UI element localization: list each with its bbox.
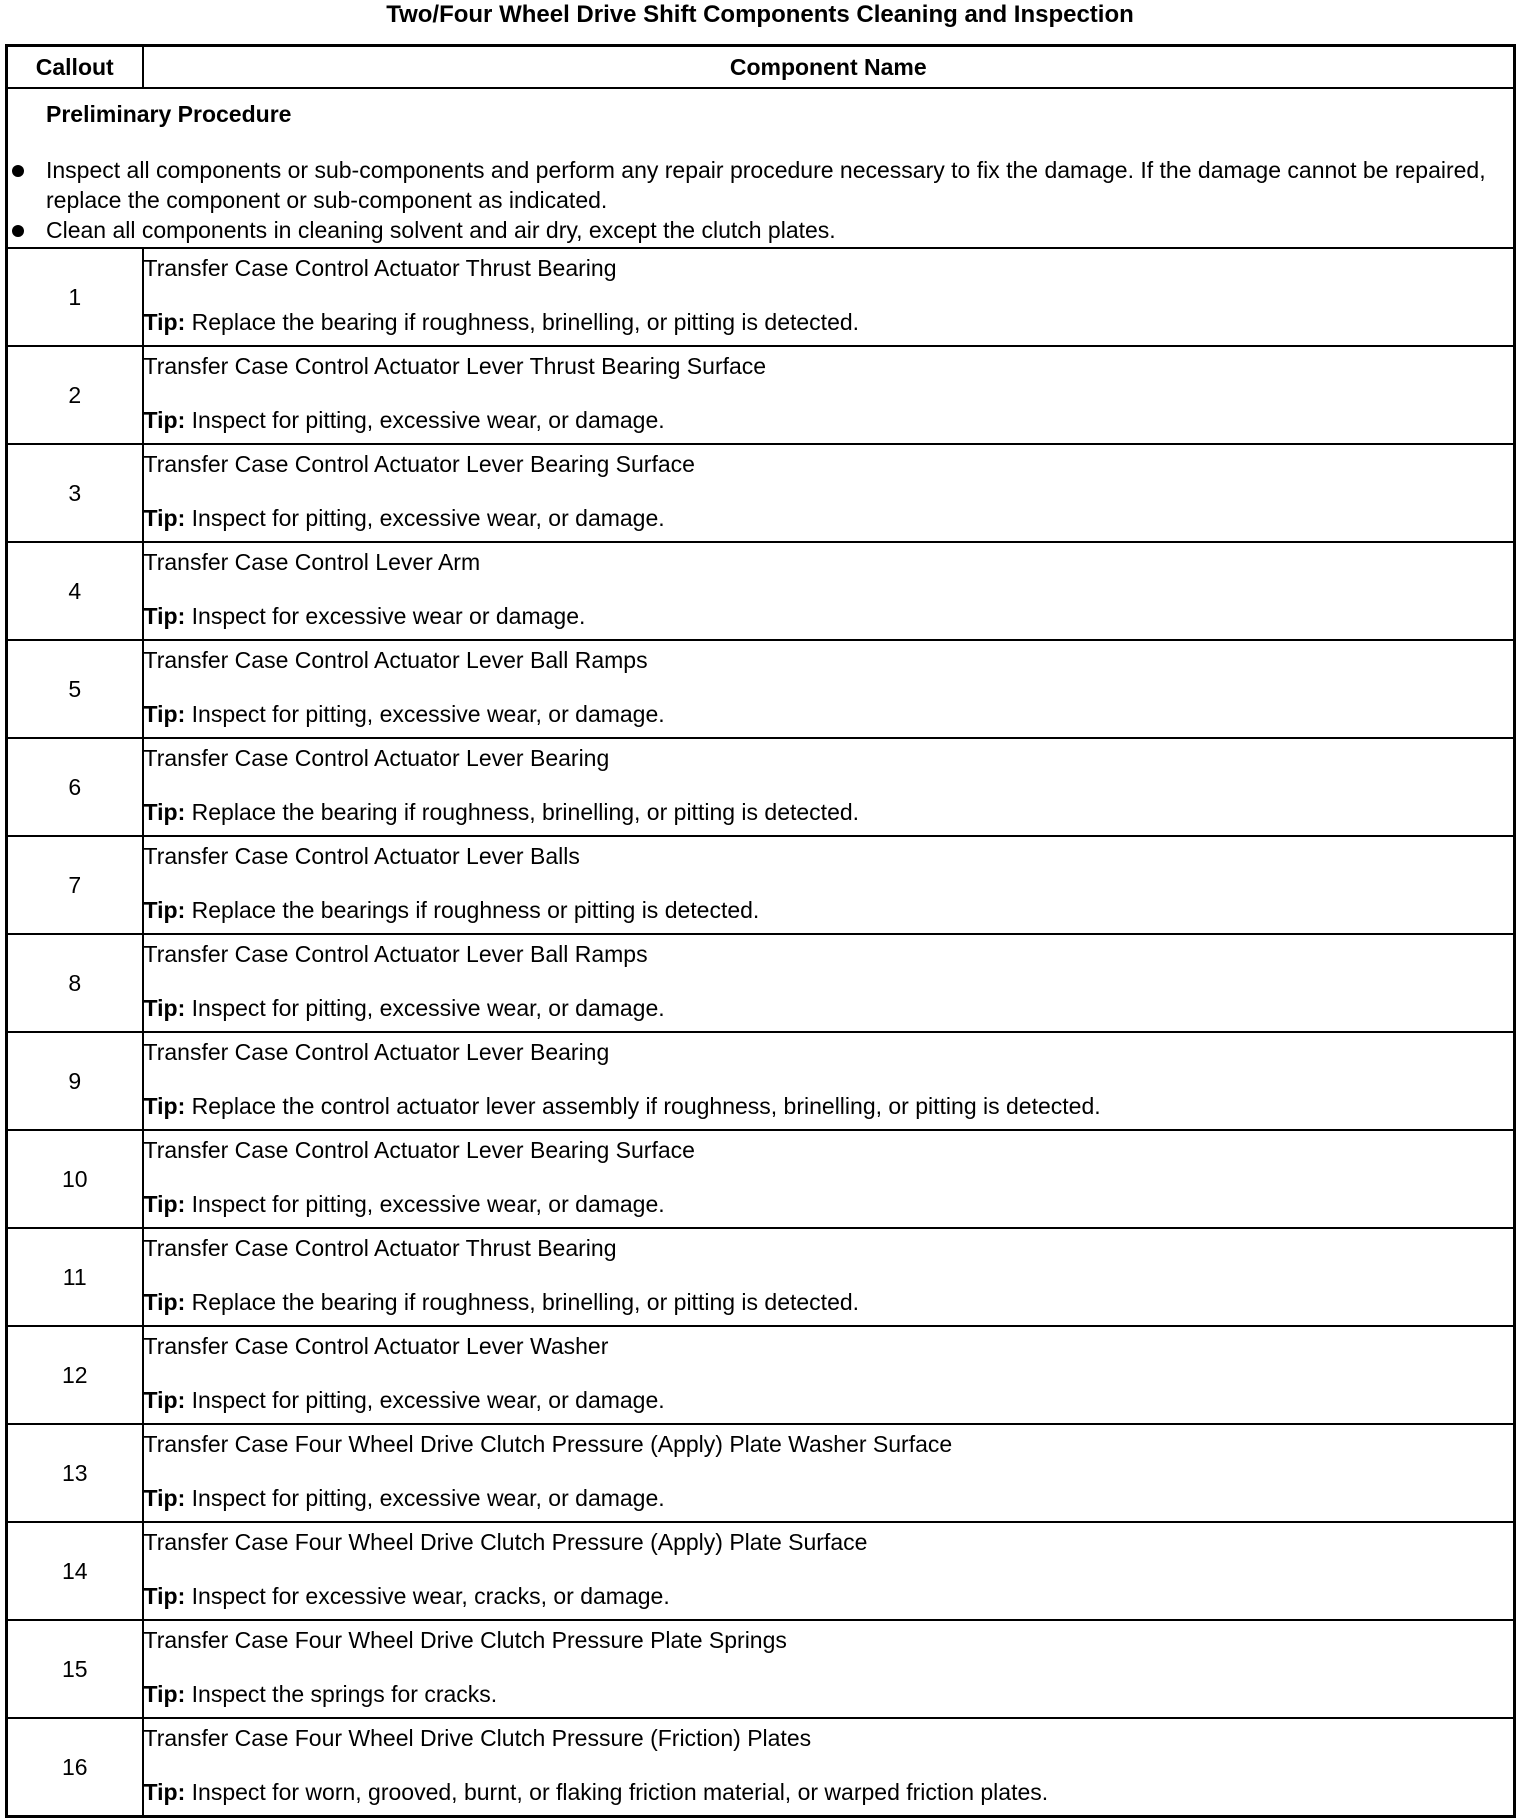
- tip-colon: :: [177, 1289, 192, 1315]
- tip-label: Tip: [143, 897, 178, 923]
- preliminary-procedure-list: [8, 155, 1513, 245]
- tip-text: Replace the bearing if roughness, brinelling, or pitting is detected.: [191, 799, 860, 825]
- table-row: [7, 1130, 1515, 1228]
- tip-colon: :: [177, 1191, 192, 1217]
- tip-colon: :: [177, 1093, 192, 1119]
- tip-label: Tip: [143, 1093, 178, 1119]
- component-name: Transfer Case Control Lever Arm: [143, 549, 481, 575]
- tip-label: Tip: [143, 701, 178, 727]
- component-cell: [143, 1718, 1515, 1817]
- bullet-icon: [12, 165, 24, 177]
- tip-line: [144, 1385, 1514, 1415]
- tip-text: Inspect for pitting, excessive wear, or damage.: [191, 407, 665, 433]
- document-title: Two/Four Wheel Drive Shift Components Cleaning and Inspection: [386, 1, 1134, 28]
- table-row: [7, 1326, 1515, 1424]
- component-cell: [143, 346, 1515, 444]
- component-name: Transfer Case Four Wheel Drive Clutch Pressure Plate Springs: [143, 1627, 787, 1653]
- tip-colon: :: [177, 701, 192, 727]
- tip-line: [144, 601, 1514, 631]
- callout-number: 10: [7, 1130, 143, 1228]
- tip-colon: :: [177, 603, 192, 629]
- preliminary-item-text: Inspect all components or sub-components and perform any repair procedure necessary to fix the damage. If the damage cannot be repaired, replace the component or sub-component as indicated.: [46, 157, 1486, 213]
- callout-number: 7: [7, 836, 143, 934]
- component-name: Transfer Case Control Actuator Lever Balls: [143, 843, 580, 869]
- tip-colon: :: [177, 407, 192, 433]
- tip-line: [144, 503, 1514, 533]
- tip-label: Tip: [143, 407, 178, 433]
- table-row: [7, 1620, 1515, 1718]
- callout-number: 12: [7, 1326, 143, 1424]
- component-cell: [143, 640, 1515, 738]
- component-cell: [143, 934, 1515, 1032]
- tip-line: [144, 797, 1514, 827]
- callout-number: 6: [7, 738, 143, 836]
- component-name: Transfer Case Control Actuator Lever Bearing: [143, 745, 610, 771]
- tip-text: Replace the control actuator lever assembly if roughness, brinelling, or pitting is detected.: [191, 1093, 1101, 1119]
- tip-text: Inspect for pitting, excessive wear, or damage.: [191, 995, 665, 1021]
- component-cell: [143, 1620, 1515, 1718]
- callout-number: 14: [7, 1522, 143, 1620]
- component-name: Transfer Case Control Actuator Lever Thrust Bearing Surface: [143, 353, 767, 379]
- tip-text: Inspect for pitting, excessive wear, or damage.: [191, 1387, 665, 1413]
- tip-text: Inspect the springs for cracks.: [191, 1681, 498, 1707]
- tip-colon: :: [177, 1681, 192, 1707]
- component-cell: [143, 1424, 1515, 1522]
- callout-number: 15: [7, 1620, 143, 1718]
- tip-colon: :: [177, 309, 192, 335]
- component-name: Transfer Case Control Actuator Thrust Bearing: [143, 1235, 617, 1261]
- table-row: [7, 1228, 1515, 1326]
- component-cell: [143, 738, 1515, 836]
- tip-line: [144, 1581, 1514, 1611]
- component-name: Transfer Case Control Actuator Lever Bearing Surface: [143, 451, 695, 477]
- table-row: [7, 444, 1515, 542]
- table-row: [7, 640, 1515, 738]
- tip-text: Inspect for excessive wear or damage.: [191, 603, 586, 629]
- component-name-column-header: Component Name: [143, 46, 1515, 89]
- component-name: Transfer Case Control Actuator Lever Ball Ramps: [143, 941, 648, 967]
- component-cell: [143, 1522, 1515, 1620]
- tip-colon: :: [177, 1583, 192, 1609]
- callout-number: 5: [7, 640, 143, 738]
- tip-text: Inspect for pitting, excessive wear, or damage.: [191, 1191, 665, 1217]
- component-name: Transfer Case Control Actuator Lever Bearing: [143, 1039, 610, 1065]
- component-cell: [143, 1130, 1515, 1228]
- callout-number: 2: [7, 346, 143, 444]
- callout-number: 4: [7, 542, 143, 640]
- tip-label: Tip: [143, 603, 178, 629]
- tip-label: Tip: [143, 1289, 178, 1315]
- tip-label: Tip: [143, 1681, 178, 1707]
- tip-line: [144, 1091, 1514, 1121]
- callout-number: 3: [7, 444, 143, 542]
- tip-label: Tip: [143, 1485, 178, 1511]
- tip-text: Inspect for worn, grooved, burnt, or flaking friction material, or warped friction plates.: [191, 1779, 1049, 1805]
- tip-colon: :: [177, 897, 192, 923]
- component-cell: [143, 1228, 1515, 1326]
- tip-line: [144, 405, 1514, 435]
- table-body: [7, 88, 1515, 1817]
- tip-text: Inspect for pitting, excessive wear, or damage.: [191, 1485, 665, 1511]
- preliminary-item: [8, 155, 1513, 215]
- component-name: Transfer Case Control Actuator Thrust Bearing: [143, 255, 617, 281]
- tip-colon: :: [177, 505, 192, 531]
- tip-line: [144, 307, 1514, 337]
- tip-label: Tip: [143, 799, 178, 825]
- callout-number: 13: [7, 1424, 143, 1522]
- tip-label: Tip: [143, 1387, 178, 1413]
- callout-column-header: Callout: [7, 46, 143, 89]
- preliminary-item: [8, 215, 1513, 245]
- component-cell: [143, 248, 1515, 346]
- tip-colon: :: [177, 799, 192, 825]
- component-name: Transfer Case Four Wheel Drive Clutch Pressure (Apply) Plate Washer Surface: [143, 1431, 953, 1457]
- table-row: [7, 934, 1515, 1032]
- component-cell: [143, 1326, 1515, 1424]
- table-row: [7, 1718, 1515, 1817]
- component-cell: [143, 542, 1515, 640]
- tip-colon: :: [177, 1387, 192, 1413]
- tip-text: Replace the bearings if roughness or pitting is detected.: [191, 897, 760, 923]
- component-cell: [143, 836, 1515, 934]
- component-cell: [143, 444, 1515, 542]
- callout-number: 8: [7, 934, 143, 1032]
- table-row: [7, 1522, 1515, 1620]
- tip-line: [144, 1287, 1514, 1317]
- callout-number: 16: [7, 1718, 143, 1817]
- table-row: [7, 836, 1515, 934]
- tip-line: [144, 1777, 1514, 1807]
- tip-label: Tip: [143, 505, 178, 531]
- component-name: Transfer Case Control Actuator Lever Bearing Surface: [143, 1137, 695, 1163]
- tip-text: Replace the bearing if roughness, brinelling, or pitting is detected.: [191, 1289, 860, 1315]
- tip-line: [144, 1679, 1514, 1709]
- tip-text: Inspect for pitting, excessive wear, or damage.: [191, 505, 665, 531]
- callout-number: 1: [7, 248, 143, 346]
- callout-number: 11: [7, 1228, 143, 1326]
- table-row: [7, 1032, 1515, 1130]
- tip-colon: :: [177, 995, 192, 1021]
- tip-colon: :: [177, 1485, 192, 1511]
- tip-label: Tip: [143, 1191, 178, 1217]
- inspection-table: [5, 44, 1516, 1818]
- tip-line: [144, 895, 1514, 925]
- tip-label: Tip: [143, 309, 178, 335]
- tip-label: Tip: [143, 995, 178, 1021]
- tip-line: [144, 1483, 1514, 1513]
- component-cell: [143, 1032, 1515, 1130]
- table-header-row: [7, 46, 1515, 89]
- tip-label: Tip: [143, 1779, 178, 1805]
- preliminary-procedure-title: Preliminary Procedure: [46, 101, 292, 127]
- component-name: Transfer Case Four Wheel Drive Clutch Pressure (Apply) Plate Surface: [143, 1529, 868, 1555]
- bullet-icon: [12, 225, 24, 237]
- preliminary-procedure-row: [7, 88, 1515, 248]
- tip-line: [144, 1189, 1514, 1219]
- callout-number: 9: [7, 1032, 143, 1130]
- tip-text: Inspect for pitting, excessive wear, or damage.: [191, 701, 665, 727]
- table-row: [7, 738, 1515, 836]
- tip-text: Inspect for excessive wear, cracks, or damage.: [191, 1583, 670, 1609]
- tip-label: Tip: [143, 1583, 178, 1609]
- tip-line: [144, 993, 1514, 1023]
- tip-text: Replace the bearing if roughness, brinelling, or pitting is detected.: [191, 309, 860, 335]
- tip-colon: :: [177, 1779, 192, 1805]
- table-row: [7, 1424, 1515, 1522]
- preliminary-item-text: Clean all components in cleaning solvent and air dry, except the clutch plates.: [46, 217, 836, 243]
- component-name: Transfer Case Control Actuator Lever Washer: [143, 1333, 609, 1359]
- component-name: Transfer Case Control Actuator Lever Ball Ramps: [143, 647, 648, 673]
- table-row: [7, 248, 1515, 346]
- table-row: [7, 542, 1515, 640]
- table-row: [7, 346, 1515, 444]
- tip-line: [144, 699, 1514, 729]
- component-name: Transfer Case Four Wheel Drive Clutch Pressure (Friction) Plates: [143, 1725, 812, 1751]
- preliminary-procedure-cell: [7, 88, 1515, 248]
